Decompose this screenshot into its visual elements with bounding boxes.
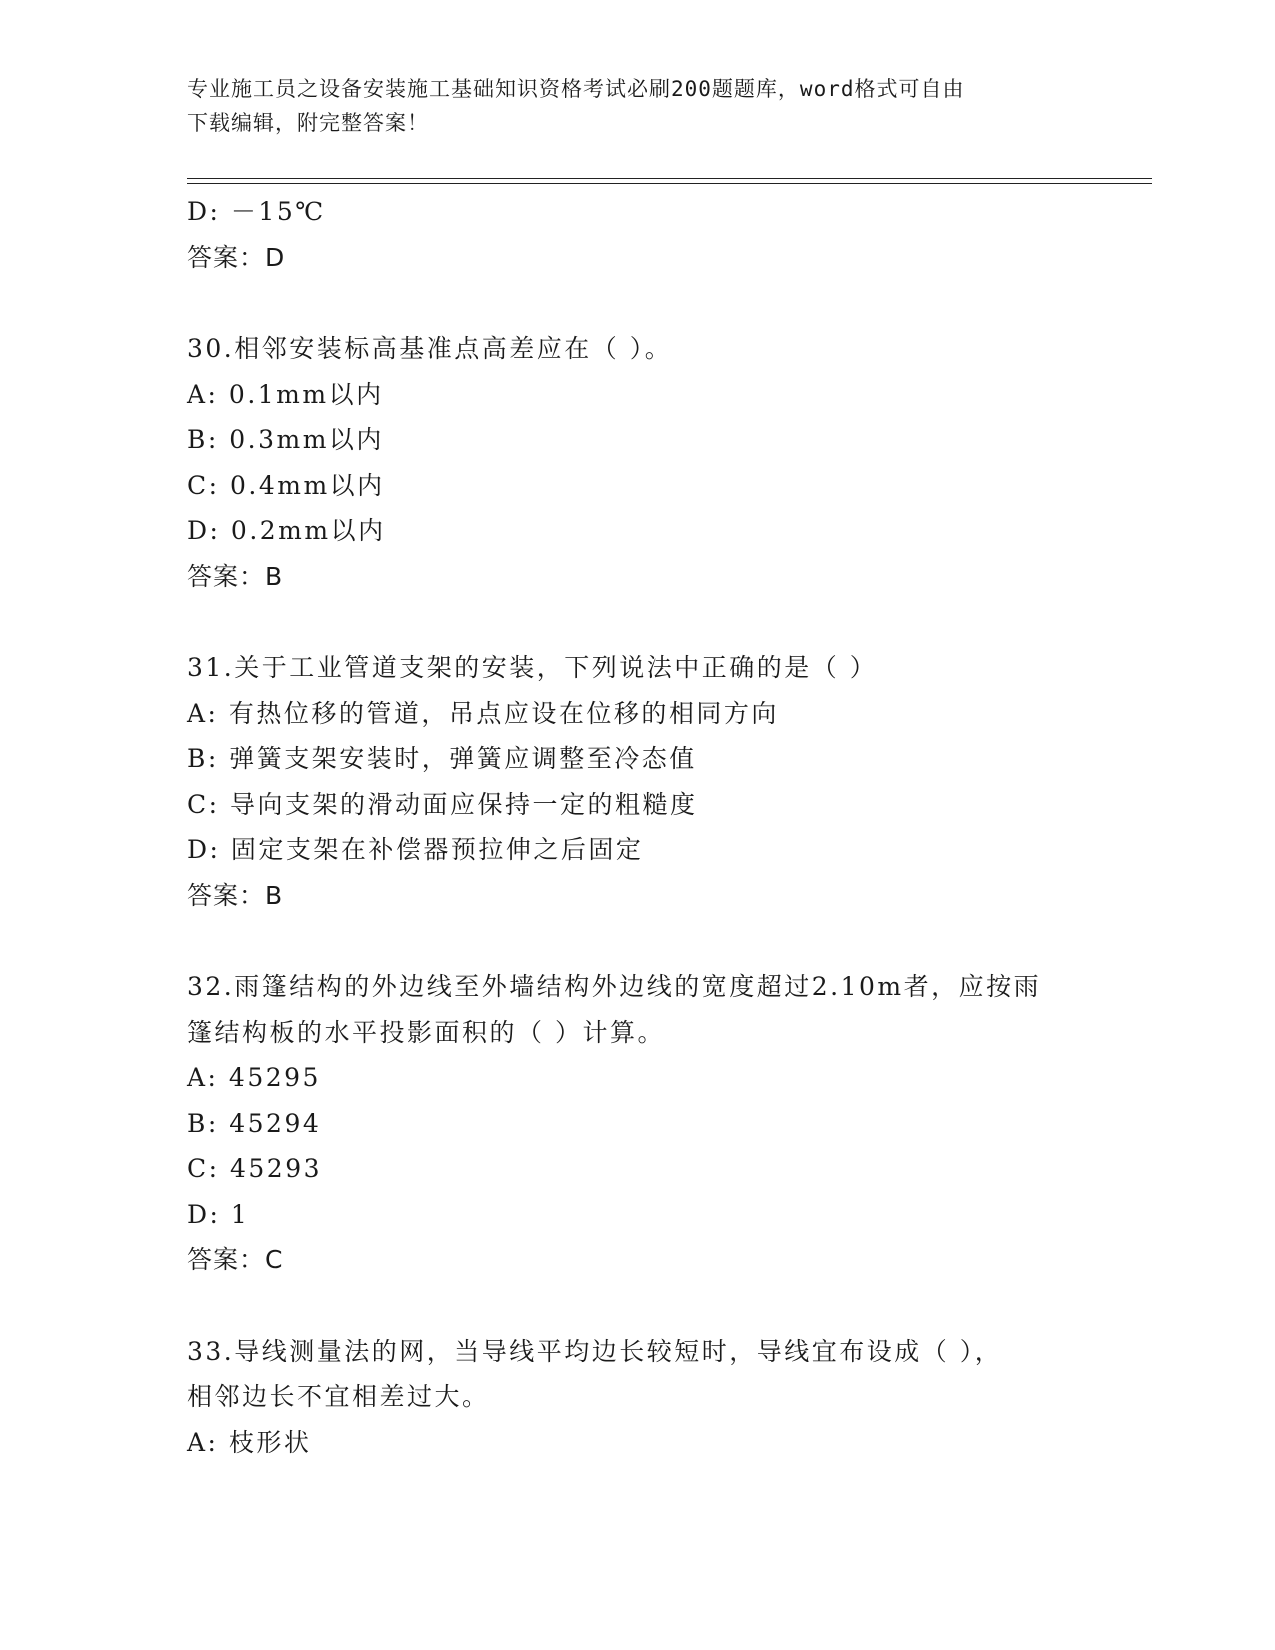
question-30 (187, 326, 1087, 599)
option-d: D: 1 (187, 1199, 250, 1229)
answer-line: 答案：C (187, 1245, 284, 1274)
option-b: B: 弹簧支架安装时，弹簧应调整至冷态值 (187, 744, 697, 773)
document-header (187, 72, 1067, 140)
question-stem-line2: 相邻边长不宜相差过大。 (187, 1382, 490, 1411)
header-title-line2: 下载编辑，附完整答案！ (187, 111, 429, 135)
prev-answer: 答案：D (187, 242, 286, 272)
spacer (187, 280, 1087, 326)
option-c: C: 45293 (187, 1154, 323, 1183)
spacer (187, 1283, 1087, 1329)
answer-line: 答案：B (187, 880, 284, 910)
spacer (187, 918, 1087, 964)
option-b: B: 0.3mm以内 (187, 425, 384, 454)
option-a: A: 0.1mm以内 (187, 379, 384, 409)
question-list (187, 189, 1087, 1465)
option-a: A: 45295 (187, 1063, 321, 1092)
option-d: D: 固定支架在补偿器预拉伸之后固定 (187, 835, 644, 864)
option-d: D: 0.2mm以内 (187, 516, 386, 545)
question-stem: 31.关于工业管道支架的安装，下列说法中正确的是（ ） (187, 653, 878, 682)
option-a: A: 枝形状 (187, 1427, 312, 1457)
header-title-line1: 专业施工员之设备安装施工基础知识资格考试必刷200题题库，word格式可自由 (187, 77, 965, 101)
answer-line: 答案：B (187, 561, 284, 591)
prev-option-d: D: －15℃ (187, 197, 326, 226)
option-c: C: 0.4mm以内 (187, 470, 385, 500)
question-33 (187, 1329, 1087, 1466)
question-stem: 30.相邻安装标高基准点高差应在（ ）。 (187, 334, 673, 363)
question-32 (187, 964, 1087, 1283)
header-divider-top (187, 178, 1152, 179)
header-divider-bottom (187, 183, 1152, 184)
option-c: C: 导向支架的滑动面应保持一定的粗糙度 (187, 789, 698, 819)
question-31 (187, 645, 1087, 918)
spacer (187, 599, 1087, 645)
question-stem-line2: 篷结构板的水平投影面积的（ ）计算。 (187, 1017, 665, 1047)
option-a: A: 有热位移的管道，吊点应设在位移的相同方向 (187, 698, 779, 728)
question-stem-line1: 33.导线测量法的网，当导线平均边长较短时，导线宜布设成（ ）， (187, 1336, 1003, 1366)
question-stem-line1: 32.雨篷结构的外边线至外墙结构外边线的宽度超过2.10m者，应按雨 (187, 972, 1042, 1001)
option-b: B: 45294 (187, 1108, 322, 1138)
